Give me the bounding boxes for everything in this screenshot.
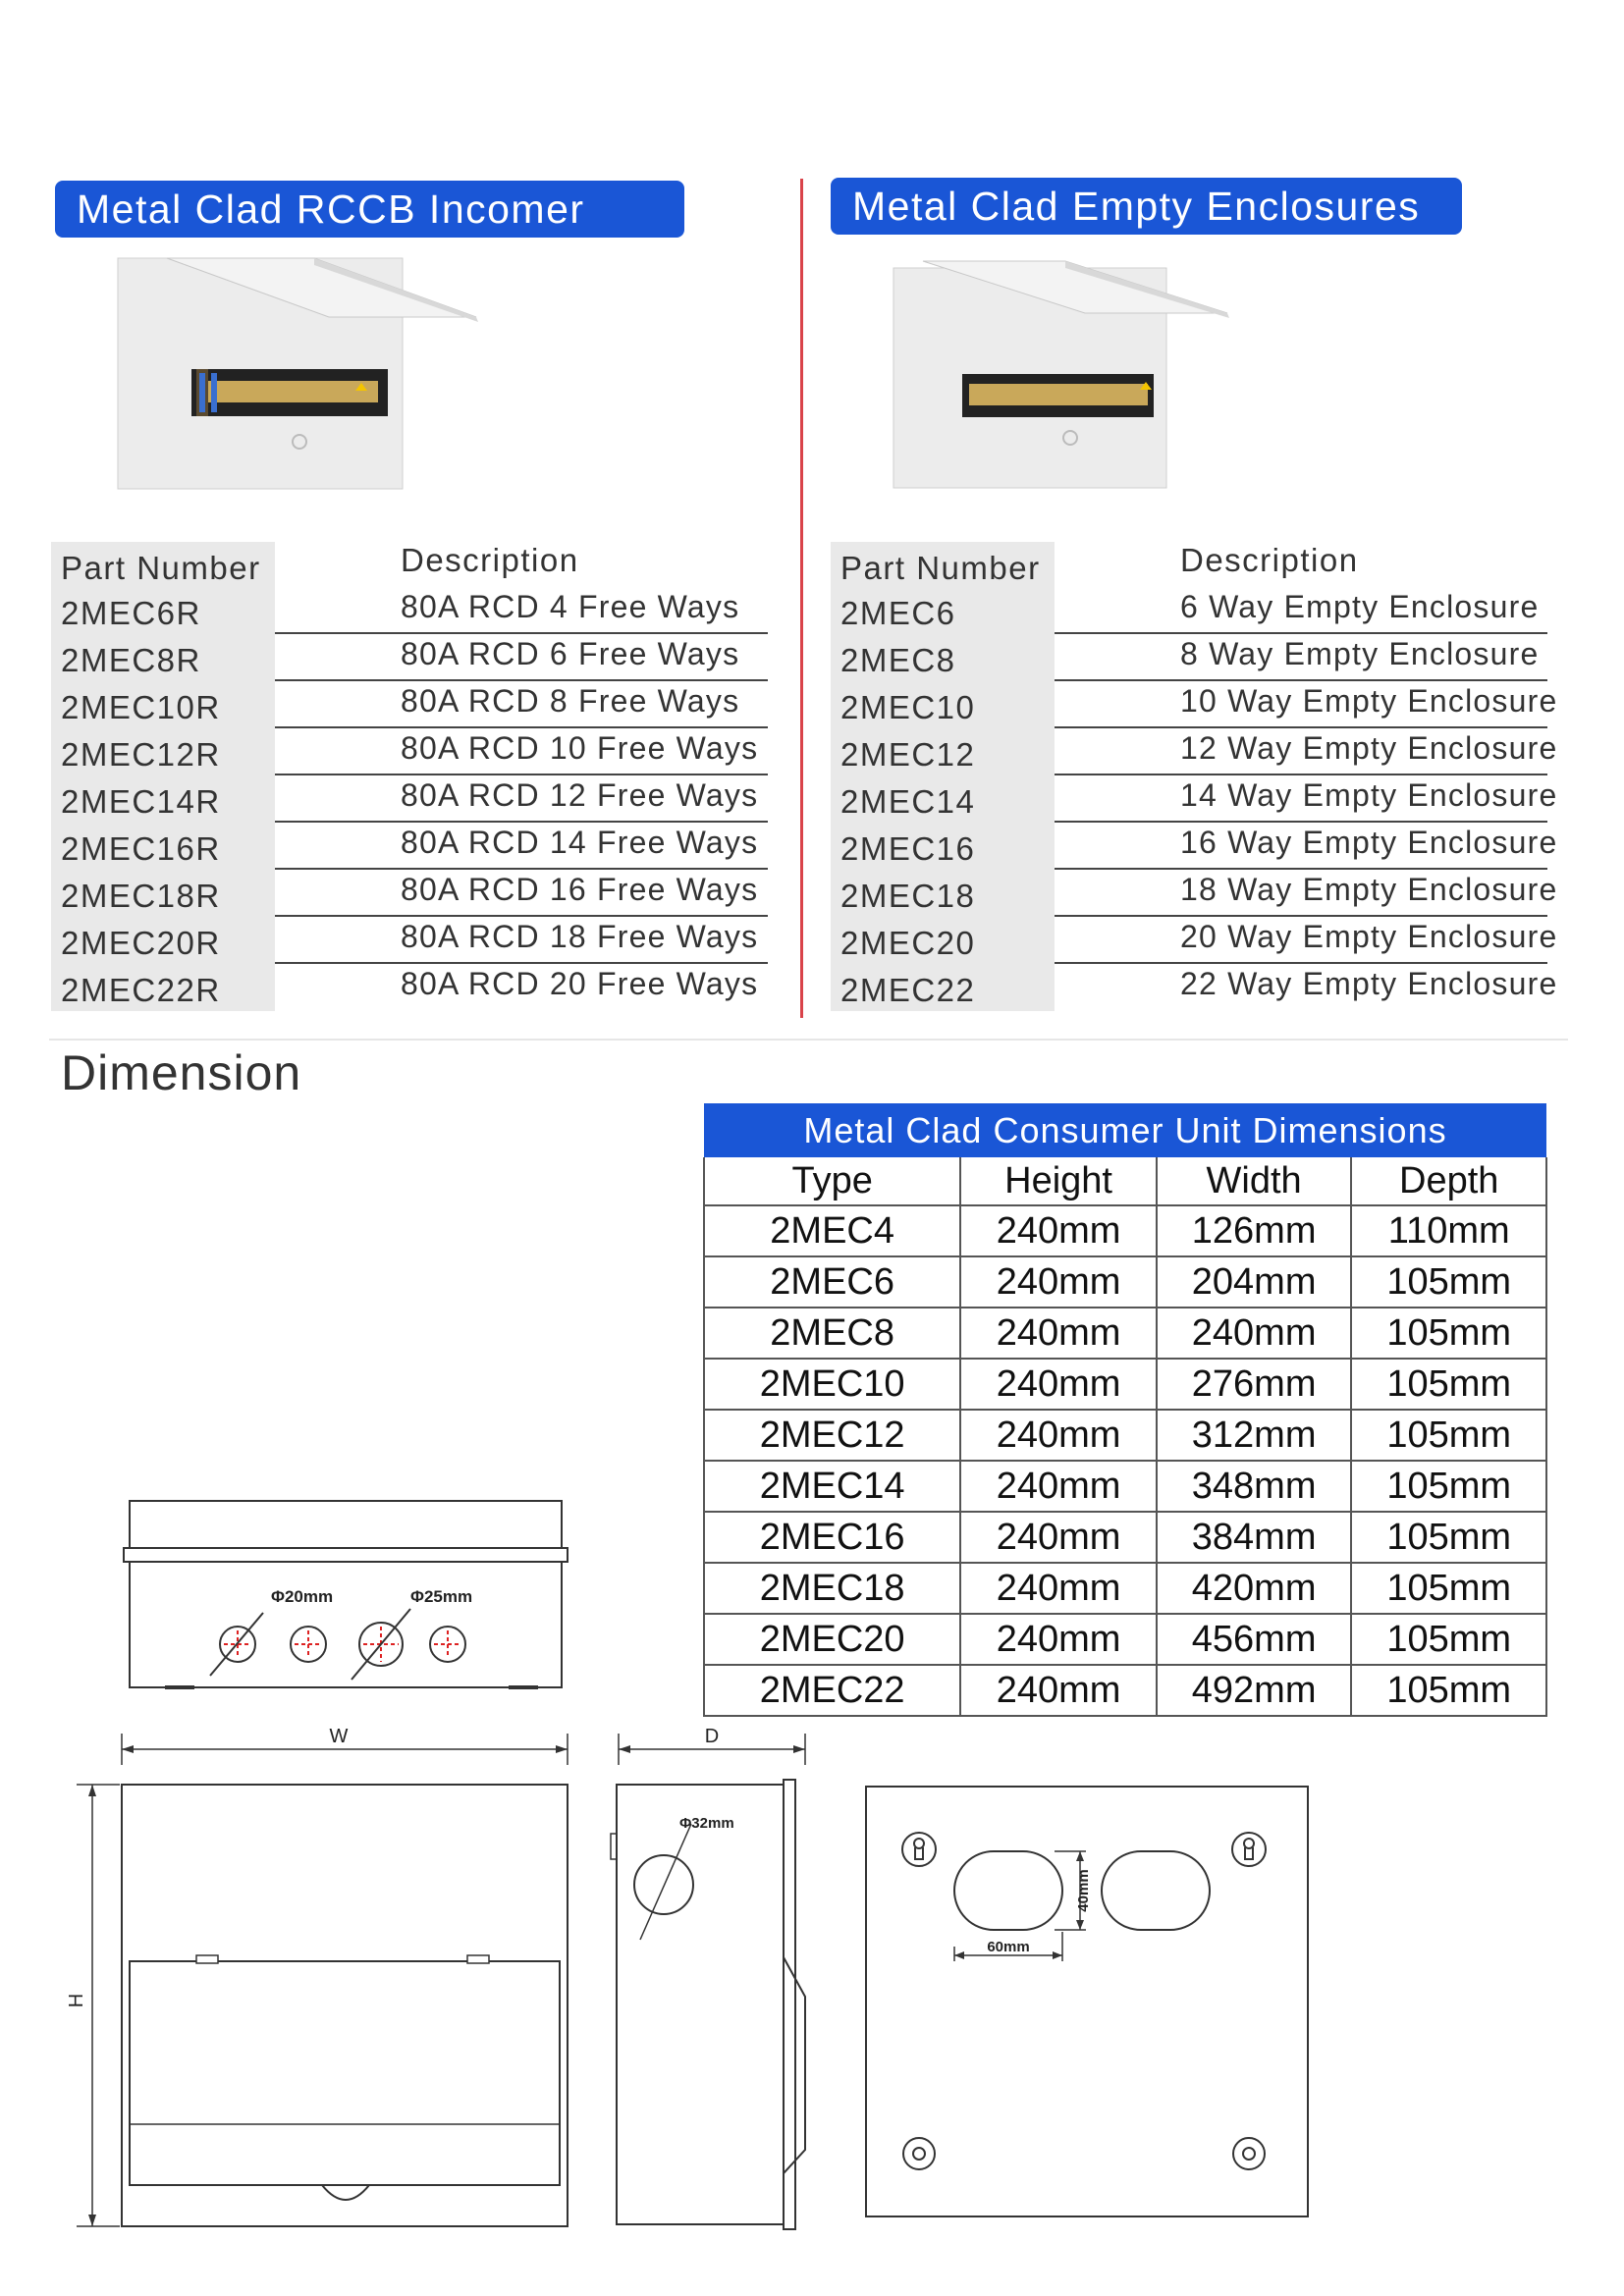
knockout-25mm-b xyxy=(430,1627,465,1662)
type-cell: 2MEC20 xyxy=(704,1614,960,1665)
description: 22 Way Empty Enclosure xyxy=(1180,966,1558,1001)
table-row xyxy=(831,917,1558,964)
description: 80A RCD 10 Free Ways xyxy=(401,730,759,766)
part-number: 2MEC16R xyxy=(61,830,221,867)
table-row xyxy=(704,1512,1546,1563)
table-row xyxy=(704,1410,1546,1461)
description: 18 Way Empty Enclosure xyxy=(1180,872,1558,907)
type-cell: 2MEC4 xyxy=(704,1205,960,1256)
part-number: 2MEC14 xyxy=(840,783,976,820)
depth-cell: 105mm xyxy=(1351,1461,1546,1512)
depth-cell: 105mm xyxy=(1351,1410,1546,1461)
dimensions-table xyxy=(703,1103,1547,1717)
table-row xyxy=(51,964,768,1011)
part-number: 2MEC12R xyxy=(61,736,221,773)
type-cell: 2MEC8 xyxy=(704,1308,960,1359)
width-cell: 276mm xyxy=(1157,1359,1352,1410)
column-divider xyxy=(800,179,803,1018)
table-row xyxy=(831,775,1558,823)
depth-cell: 105mm xyxy=(1351,1614,1546,1665)
description: 80A RCD 12 Free Ways xyxy=(401,777,759,813)
width-cell: 456mm xyxy=(1157,1614,1352,1665)
height-cell: 240mm xyxy=(960,1205,1157,1256)
table-row xyxy=(704,1614,1546,1665)
column-header: Width xyxy=(1157,1157,1352,1205)
description: 14 Way Empty Enclosure xyxy=(1180,777,1558,813)
table-row xyxy=(51,634,768,681)
type-cell: 2MEC16 xyxy=(704,1512,960,1563)
depth-cell: 105mm xyxy=(1351,1256,1546,1308)
type-cell: 2MEC22 xyxy=(704,1665,960,1716)
part-number: 2MEC20R xyxy=(61,925,221,961)
description: 80A RCD 4 Free Ways xyxy=(401,589,740,624)
depth-cell: 105mm xyxy=(1351,1665,1546,1716)
knockout-small-label: Φ20mm xyxy=(271,1587,334,1606)
rear-slot-width-label: 60mm xyxy=(987,1939,1030,1955)
table-row xyxy=(51,728,768,775)
part-number: 2MEC10 xyxy=(840,689,976,725)
part-number: 2MEC8R xyxy=(61,642,201,678)
rccb-desc-header: Description xyxy=(401,542,579,578)
table-row xyxy=(831,634,1547,681)
column-header: Type xyxy=(704,1157,960,1205)
depth-cell: 110mm xyxy=(1351,1205,1546,1256)
height-cell: 240mm xyxy=(960,1410,1157,1461)
height-cell: 240mm xyxy=(960,1256,1157,1308)
depth-cell: 105mm xyxy=(1351,1563,1546,1614)
table-row xyxy=(51,587,768,634)
table-row xyxy=(704,1665,1546,1716)
part-number: 2MEC8 xyxy=(840,642,956,678)
dimension-title: Dimension xyxy=(61,1045,302,1100)
part-number: 2MEC18R xyxy=(61,878,221,914)
depth-label: D xyxy=(704,1726,720,1747)
table-row xyxy=(831,728,1558,775)
table-row xyxy=(51,775,768,823)
empty-pn-header: Part Number xyxy=(840,550,1041,586)
height-cell: 240mm xyxy=(960,1359,1157,1410)
width-cell: 348mm xyxy=(1157,1461,1352,1512)
description: 10 Way Empty Enclosure xyxy=(1180,683,1558,719)
empty-enclosure-photo xyxy=(889,256,1237,492)
type-cell: 2MEC12 xyxy=(704,1410,960,1461)
part-number: 2MEC12 xyxy=(840,736,976,773)
table-row xyxy=(704,1461,1546,1512)
top-view-drawing xyxy=(116,1497,577,1703)
description: 80A RCD 20 Free Ways xyxy=(401,966,759,1001)
table-row xyxy=(51,870,768,917)
width-cell: 240mm xyxy=(1157,1308,1352,1359)
table-row xyxy=(704,1205,1546,1256)
part-number: 2MEC16 xyxy=(840,830,976,867)
description: 80A RCD 18 Free Ways xyxy=(401,919,759,954)
rear-slot-height-label: 40mm xyxy=(1075,1869,1092,1912)
width-cell: 384mm xyxy=(1157,1512,1352,1563)
height-cell: 240mm xyxy=(960,1308,1157,1359)
description: 20 Way Empty Enclosure xyxy=(1180,919,1558,954)
width-cell: 492mm xyxy=(1157,1665,1352,1716)
description: 16 Way Empty Enclosure xyxy=(1180,825,1558,860)
depth-cell: 105mm xyxy=(1351,1359,1546,1410)
table-row xyxy=(831,823,1558,870)
table-row xyxy=(704,1563,1546,1614)
rear-view-drawing xyxy=(854,1775,1316,2226)
section-divider xyxy=(49,1039,1568,1041)
side-view-drawing xyxy=(601,1726,817,2236)
part-number: 2MEC20 xyxy=(840,925,976,961)
table-row xyxy=(831,870,1558,917)
width-cell: 126mm xyxy=(1157,1205,1352,1256)
type-cell: 2MEC14 xyxy=(704,1461,960,1512)
knockout-20mm-a xyxy=(210,1613,263,1676)
table-row xyxy=(831,587,1547,634)
height-cell: 240mm xyxy=(960,1614,1157,1665)
description: 80A RCD 6 Free Ways xyxy=(401,636,740,671)
width-label: W xyxy=(329,1726,349,1747)
part-number: 2MEC22 xyxy=(840,972,976,1008)
front-view-drawing xyxy=(66,1726,579,2236)
rccb-enclosure-photo xyxy=(113,253,486,494)
column-header: Height xyxy=(960,1157,1157,1205)
description: 80A RCD 16 Free Ways xyxy=(401,872,759,907)
depth-cell: 105mm xyxy=(1351,1512,1546,1563)
table-row xyxy=(831,681,1558,728)
side-knockout-label: Φ32mm xyxy=(679,1815,734,1832)
knockout-20mm-b xyxy=(291,1627,326,1662)
type-cell: 2MEC18 xyxy=(704,1563,960,1614)
table-row xyxy=(704,1359,1546,1410)
part-number: 2MEC6R xyxy=(61,595,201,631)
knockout-25mm-a xyxy=(352,1609,410,1680)
width-cell: 312mm xyxy=(1157,1410,1352,1461)
table-row xyxy=(704,1308,1546,1359)
part-number: 2MEC14R xyxy=(61,783,221,820)
knockout-large-label: Φ25mm xyxy=(410,1587,473,1606)
description: 80A RCD 14 Free Ways xyxy=(401,825,759,860)
rccb-pn-header: Part Number xyxy=(61,550,261,586)
type-cell: 2MEC6 xyxy=(704,1256,960,1308)
depth-cell: 105mm xyxy=(1351,1308,1546,1359)
part-number: 2MEC18 xyxy=(840,878,976,914)
empty-section-title: Metal Clad Empty Enclosures xyxy=(831,178,1462,235)
table-row xyxy=(51,917,768,964)
part-number: 2MEC22R xyxy=(61,972,221,1008)
part-number: 2MEC10R xyxy=(61,689,221,725)
height-cell: 240mm xyxy=(960,1563,1157,1614)
height-cell: 240mm xyxy=(960,1512,1157,1563)
table-header-row xyxy=(704,1157,1546,1205)
empty-part-table xyxy=(831,542,1558,1013)
dimensions-table-caption: Metal Clad Consumer Unit Dimensions xyxy=(704,1103,1546,1157)
width-cell: 420mm xyxy=(1157,1563,1352,1614)
table-row xyxy=(831,964,1558,1011)
width-cell: 204mm xyxy=(1157,1256,1352,1308)
description: 12 Way Empty Enclosure xyxy=(1180,730,1558,766)
height-cell: 240mm xyxy=(960,1461,1157,1512)
table-row xyxy=(51,823,768,870)
height-cell: 240mm xyxy=(960,1665,1157,1716)
part-number: 2MEC6 xyxy=(840,595,956,631)
description: 6 Way Empty Enclosure xyxy=(1180,589,1540,624)
table-row xyxy=(51,681,768,728)
empty-desc-header: Description xyxy=(1180,542,1359,578)
rccb-part-table xyxy=(51,542,768,1013)
description: 80A RCD 8 Free Ways xyxy=(401,683,740,719)
type-cell: 2MEC10 xyxy=(704,1359,960,1410)
column-header: Depth xyxy=(1351,1157,1546,1205)
description: 8 Way Empty Enclosure xyxy=(1180,636,1540,671)
rccb-section-title: Metal Clad RCCB Incomer xyxy=(55,181,684,238)
table-row xyxy=(704,1256,1546,1308)
height-label: H xyxy=(66,1993,87,2008)
